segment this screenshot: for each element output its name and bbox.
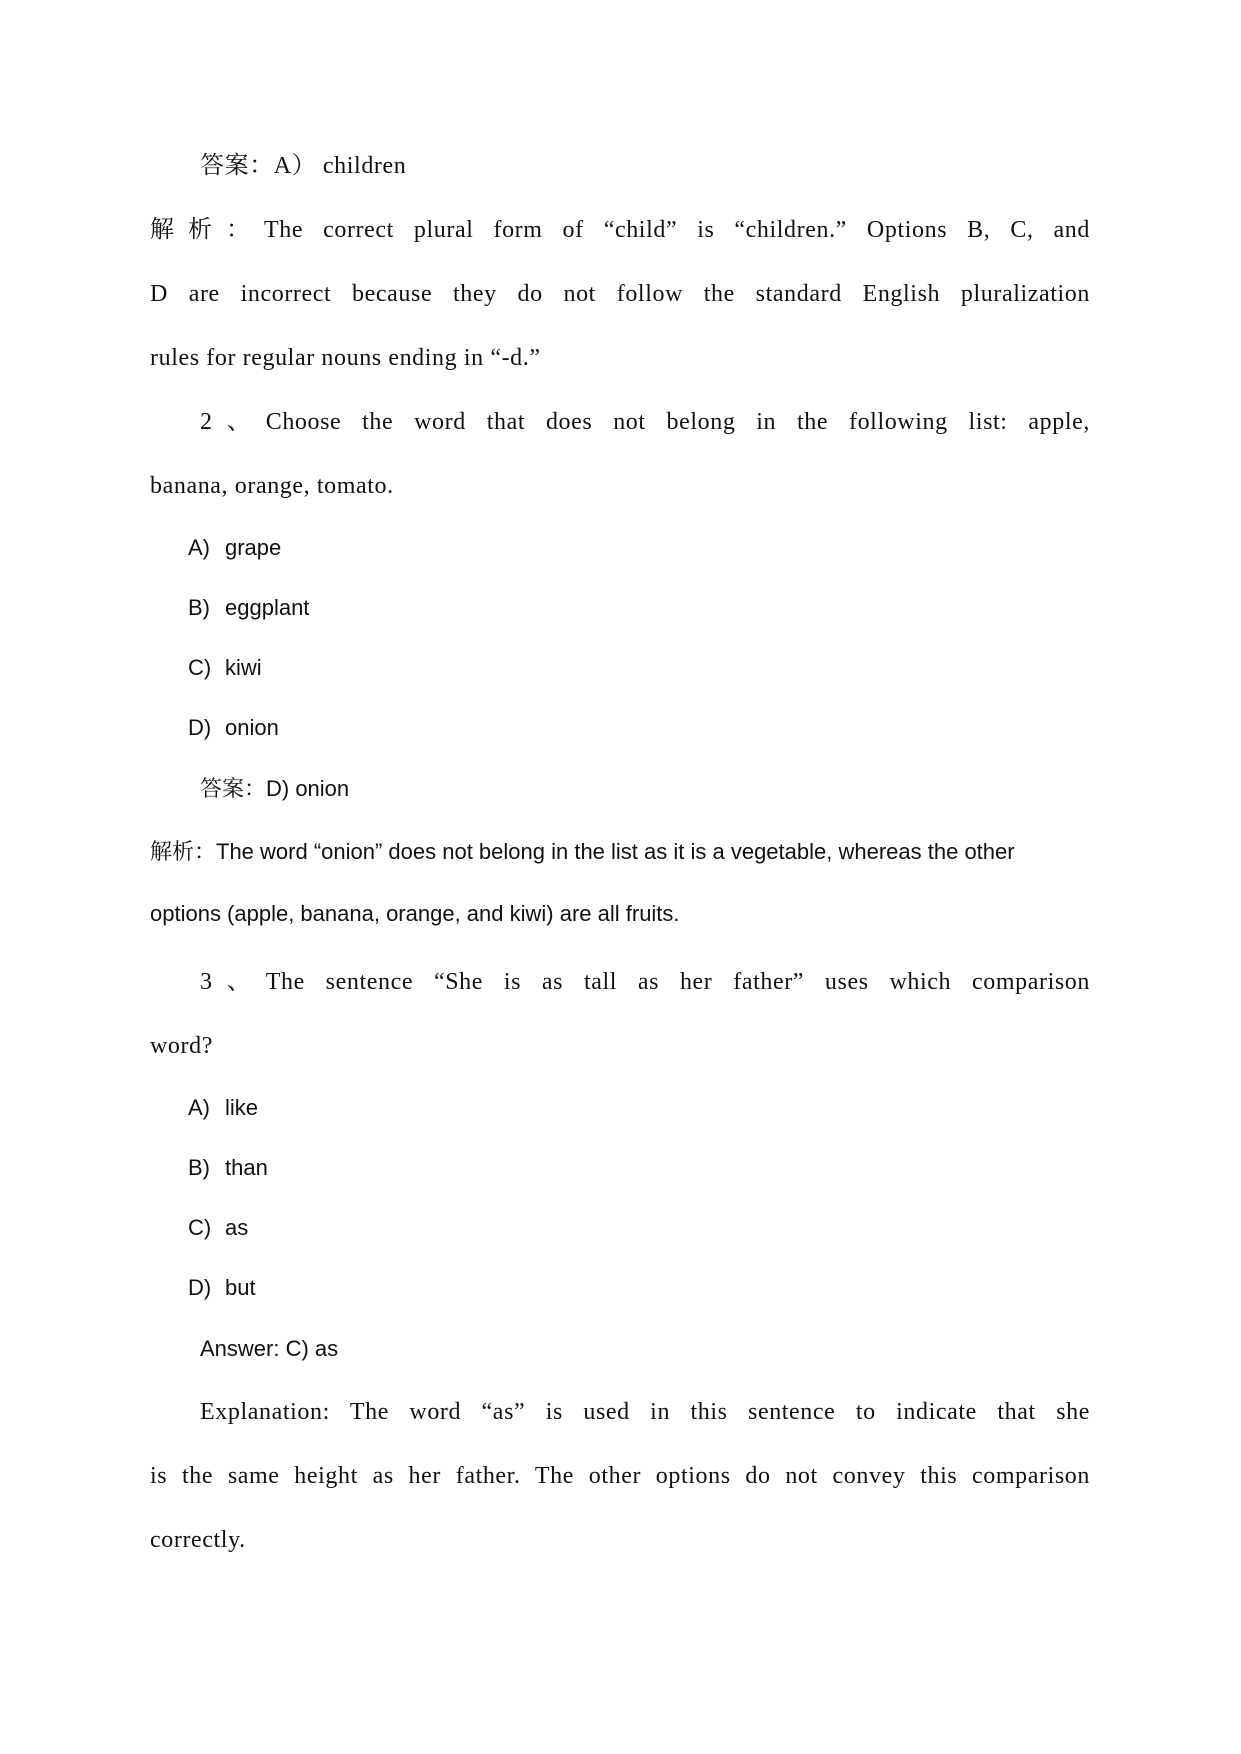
q2-answer: 答案：D) onion bbox=[200, 776, 350, 801]
option-letter: C) bbox=[188, 655, 212, 680]
q3-question-line-2: word? bbox=[150, 1033, 213, 1059]
q3-answer: Answer: C) as bbox=[200, 1336, 339, 1361]
q2-question-line-1: 2、Choose the word that does not belong in the following list: apple, bbox=[200, 409, 1090, 435]
option-text: as bbox=[225, 1215, 249, 1240]
q3-option-a bbox=[188, 1093, 1128, 1123]
option-text: eggplant bbox=[225, 595, 310, 620]
option-text: grape bbox=[225, 535, 282, 560]
option-letter: C) bbox=[188, 1215, 212, 1240]
q3-option-d bbox=[188, 1273, 1128, 1303]
option-text: onion bbox=[225, 715, 279, 740]
q3-explanation-line-3: correctly. bbox=[150, 1527, 246, 1553]
q1-explanation-line-2: D are incorrect because they do not follow the standard English pluralization bbox=[150, 281, 1090, 307]
option-letter: D) bbox=[188, 715, 212, 740]
q3-question-line-1: 3、The sentence “She is as tall as her father” uses which comparison bbox=[200, 969, 1090, 995]
option-text: kiwi bbox=[225, 655, 262, 680]
q2-question-line-2: banana, orange, tomato. bbox=[150, 473, 394, 499]
option-letter: A) bbox=[188, 535, 210, 560]
q1-explanation-line-3: rules for regular nouns ending in “-d.” bbox=[150, 345, 541, 371]
q3-option-b bbox=[188, 1153, 1128, 1183]
q3-explanation-line-2: is the same height as her father. The other options do not convey this comparison bbox=[150, 1463, 1090, 1489]
q2-explanation-line-2: options (apple, banana, orange, and kiwi) are all fruits. bbox=[150, 901, 680, 926]
q2-option-b bbox=[188, 593, 1128, 623]
q2-option-d bbox=[188, 713, 1128, 743]
q2-option-a bbox=[188, 533, 1128, 563]
option-letter: B) bbox=[188, 1155, 210, 1180]
option-letter: D) bbox=[188, 1275, 212, 1300]
q1-explanation-line-1: 解析：The correct plural form of “child” is “children.” Options B, C, and bbox=[150, 217, 1090, 243]
q3-option-c bbox=[188, 1213, 1128, 1243]
q1-answer: 答案：A） children bbox=[200, 153, 407, 179]
q2-option-c bbox=[188, 653, 1128, 683]
q3-explanation-line-1: Explanation: The word “as” is used in this sentence to indicate that she bbox=[200, 1399, 1090, 1425]
q2-explanation-line-1: 解析：The word “onion” does not belong in the list as it is a vegetable, whereas the other bbox=[150, 839, 1015, 864]
option-letter: B) bbox=[188, 595, 210, 620]
option-text: than bbox=[225, 1155, 268, 1180]
option-letter: A) bbox=[188, 1095, 210, 1120]
option-text: but bbox=[225, 1275, 256, 1300]
option-text: like bbox=[225, 1095, 259, 1120]
